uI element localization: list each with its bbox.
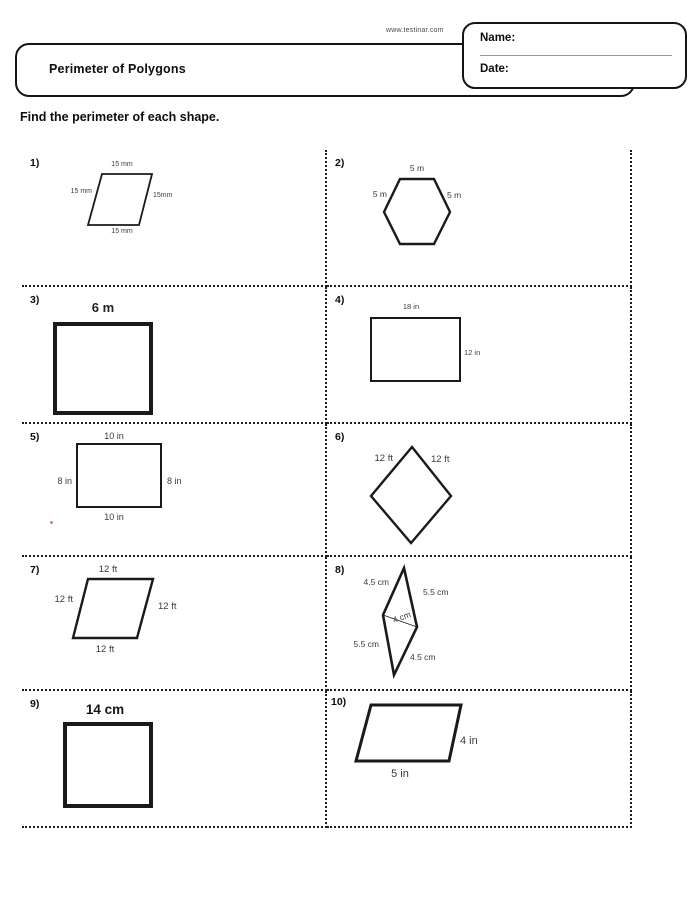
hexagon-shape xyxy=(327,150,632,287)
side-label-top: 14 cm xyxy=(85,702,125,717)
parallelogram-shape xyxy=(22,557,327,691)
problem-number: 2) xyxy=(335,157,345,169)
side-label-left: 12 ft xyxy=(54,594,73,605)
side-label-left: 15 mm xyxy=(70,188,92,195)
website-url: www.testinar.com xyxy=(386,27,444,34)
side-label-lower-right: 4.5 cm xyxy=(410,652,436,662)
rectangle-shape xyxy=(76,443,162,508)
problem-9 xyxy=(22,691,327,828)
side-label-left: 5 m xyxy=(372,189,387,199)
side-label-top: 6 m xyxy=(91,300,115,315)
problem-number: 5) xyxy=(30,431,40,443)
side-label-bottom: 10 in xyxy=(104,512,124,522)
side-label-bottom: 5 in xyxy=(391,768,409,780)
problem-number: 3) xyxy=(30,294,40,306)
problem-7 xyxy=(22,557,327,691)
problem-1 xyxy=(22,150,327,287)
problems-grid xyxy=(22,150,632,828)
problem-8 xyxy=(327,557,632,691)
square-shape xyxy=(53,322,153,415)
side-label-right: 12 in xyxy=(464,348,481,357)
parallelogram-shape xyxy=(327,691,632,828)
parallelogram-shape xyxy=(22,150,327,287)
problem-number: 7) xyxy=(30,564,40,576)
problem-10 xyxy=(327,691,632,828)
side-label-right: 12 ft xyxy=(158,601,177,612)
side-label-upper-right: 12 ft xyxy=(431,454,450,465)
side-label-right: 15mm xyxy=(153,192,173,199)
page-title: Perimeter of Polygons xyxy=(49,62,186,76)
rhombus-shape xyxy=(327,424,632,557)
problem-number: 10) xyxy=(331,696,347,708)
date-label: Date: xyxy=(480,63,509,75)
side-label-bottom: 12 ft xyxy=(95,644,115,655)
problem-4 xyxy=(327,287,632,424)
side-label-top: 15 mm xyxy=(111,161,133,168)
problem-number: 8) xyxy=(335,564,345,576)
name-fill-line xyxy=(480,55,672,56)
side-label-top: 18 in xyxy=(402,302,420,311)
instruction-text: Find the perimeter of each shape. xyxy=(20,110,220,124)
problem-2 xyxy=(327,150,632,287)
side-label-lower-left: 5.5 cm xyxy=(353,639,379,649)
problem-5 xyxy=(22,424,327,557)
problem-3 xyxy=(22,287,327,424)
side-label-top: 10 in xyxy=(104,431,124,441)
rectangle-shape xyxy=(370,317,461,382)
name-date-box xyxy=(462,22,687,89)
side-label-right: 5 m xyxy=(447,190,462,200)
side-label-upper-left: 12 ft xyxy=(374,453,393,464)
problem-6 xyxy=(327,424,632,557)
side-label-top: 5 m xyxy=(409,163,425,173)
diagonal-label: 4 cm xyxy=(391,609,413,625)
side-label-top: 12 ft xyxy=(98,564,118,575)
problem-number: 4) xyxy=(335,294,345,306)
problem-number: 9) xyxy=(30,698,40,710)
side-label-upper-right: 5.5 cm xyxy=(423,587,449,597)
problem-number: 6) xyxy=(335,431,345,443)
side-label-right: 8 in xyxy=(167,476,182,486)
problem-number: 1) xyxy=(30,157,40,169)
side-label-right: 4 in xyxy=(460,735,478,747)
side-label-bottom: 15 mm xyxy=(111,228,133,235)
name-label: Name: xyxy=(480,32,516,44)
stray-red-dot xyxy=(50,521,53,524)
side-label-left: 8 in xyxy=(57,476,72,486)
side-label-upper-left: 4.5 cm xyxy=(363,577,389,587)
square-shape xyxy=(63,722,153,808)
